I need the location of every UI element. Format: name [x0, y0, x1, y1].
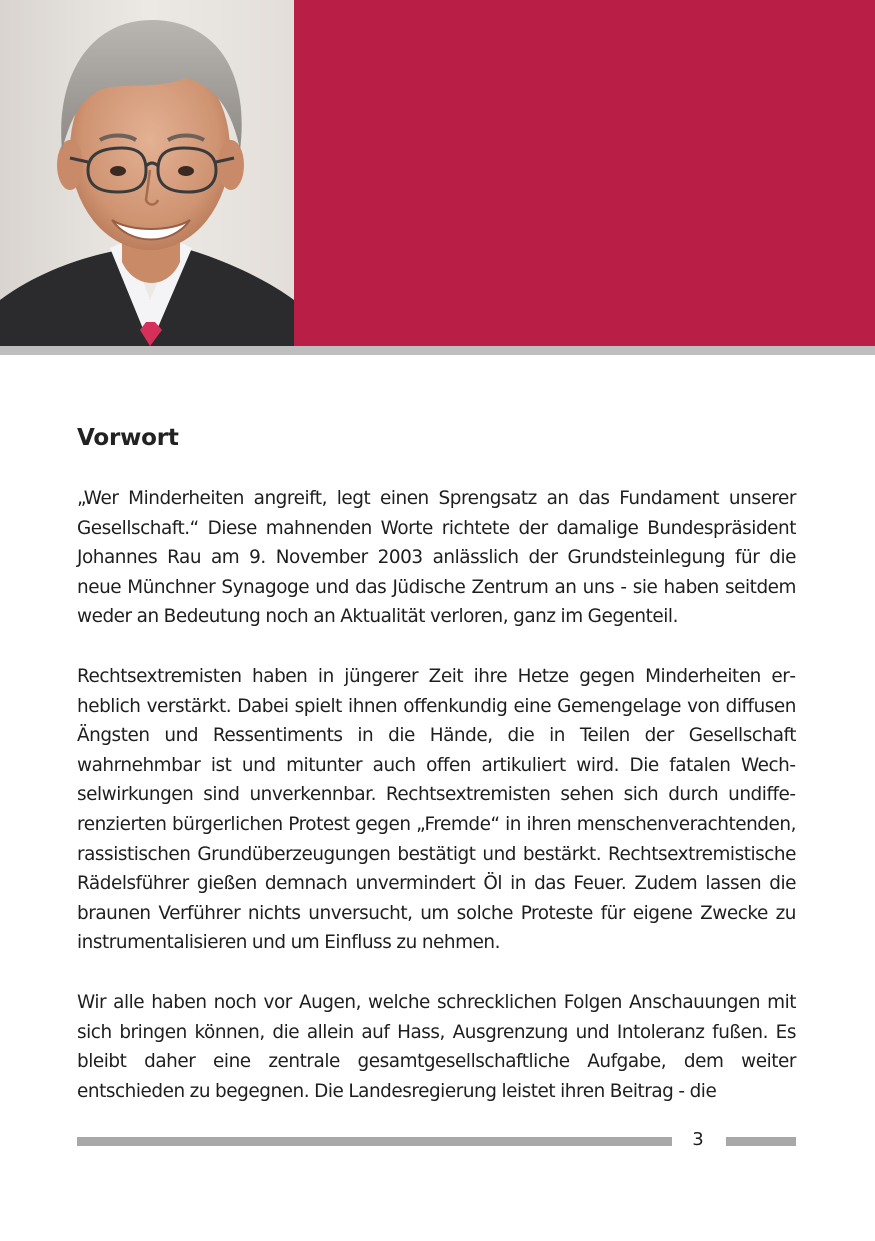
body-text — [77, 484, 796, 1136]
page-number: 3 — [692, 1129, 704, 1150]
portrait-illustration — [0, 0, 294, 346]
header-accent-panel — [294, 0, 875, 346]
header-divider — [0, 346, 875, 355]
paragraph-3: Wir alle haben noch vor Augen, welche schrecklichen Folgen Anschauungen mit sich bringen können, die allein auf Hass, Ausgrenzung und Intoleranz fußen. Es bleibt daher eine zentrale gesamtgesellschaftliche Aufgabe, dem weiter entschieden zu begegnen. Die Landesregierung leistet ihren Beitrag - die — [77, 991, 796, 1102]
paragraph-2: Rechtsextremisten haben in jüngerer Zeit ihre Hetze gegen Minderheiten erheblich verstärkt. Dabei spielt ihnen offenkundig eine Gemengelage von diffusen Ängsten und Ressentiments in die Hände, die in Teilen der Gesellschaft wahrnehmbar ist und mitunter auch offen artikuliert wird. Die fatalen Wechselwirkungen sind unverkennbar. Rechtsextremisten sehen sich durch undifferenzierten bürgerlichen Protest gegen „Fremde“ in ihren menschenverachtenden, rassistischen Grundüberzeugungen bestätigt und bestärkt. Rechtsextremistische Rädelsführer gießen demnach unvermindert Öl in das Feuer. Zudem lassen die braunen Verführer nichts unversucht, um solche Proteste für eigene Zwecke zu instrumentalisieren und um Einfluss zu nehmen. — [77, 665, 796, 954]
footer-divider-left — [77, 1137, 672, 1146]
paragraph-1: „Wer Minderheiten angreift, legt einen Sprengsatz an das Fundament unserer Gesellschaft.“ Diese mahnenden Worte richtete der damalige Bundespräsident Johannes Rau am 9. November 2003 anlässlich der Grundsteinlegung für die neue Münchner Synagoge und das Jüdische Zentrum an uns - sie haben seitdem weder an Bedeutung noch an Aktualität verloren, ganz im Gegenteil. — [77, 488, 796, 628]
page-title: Vorwort — [77, 425, 179, 451]
portrait-photo — [0, 0, 294, 346]
footer-divider-right — [726, 1137, 796, 1146]
